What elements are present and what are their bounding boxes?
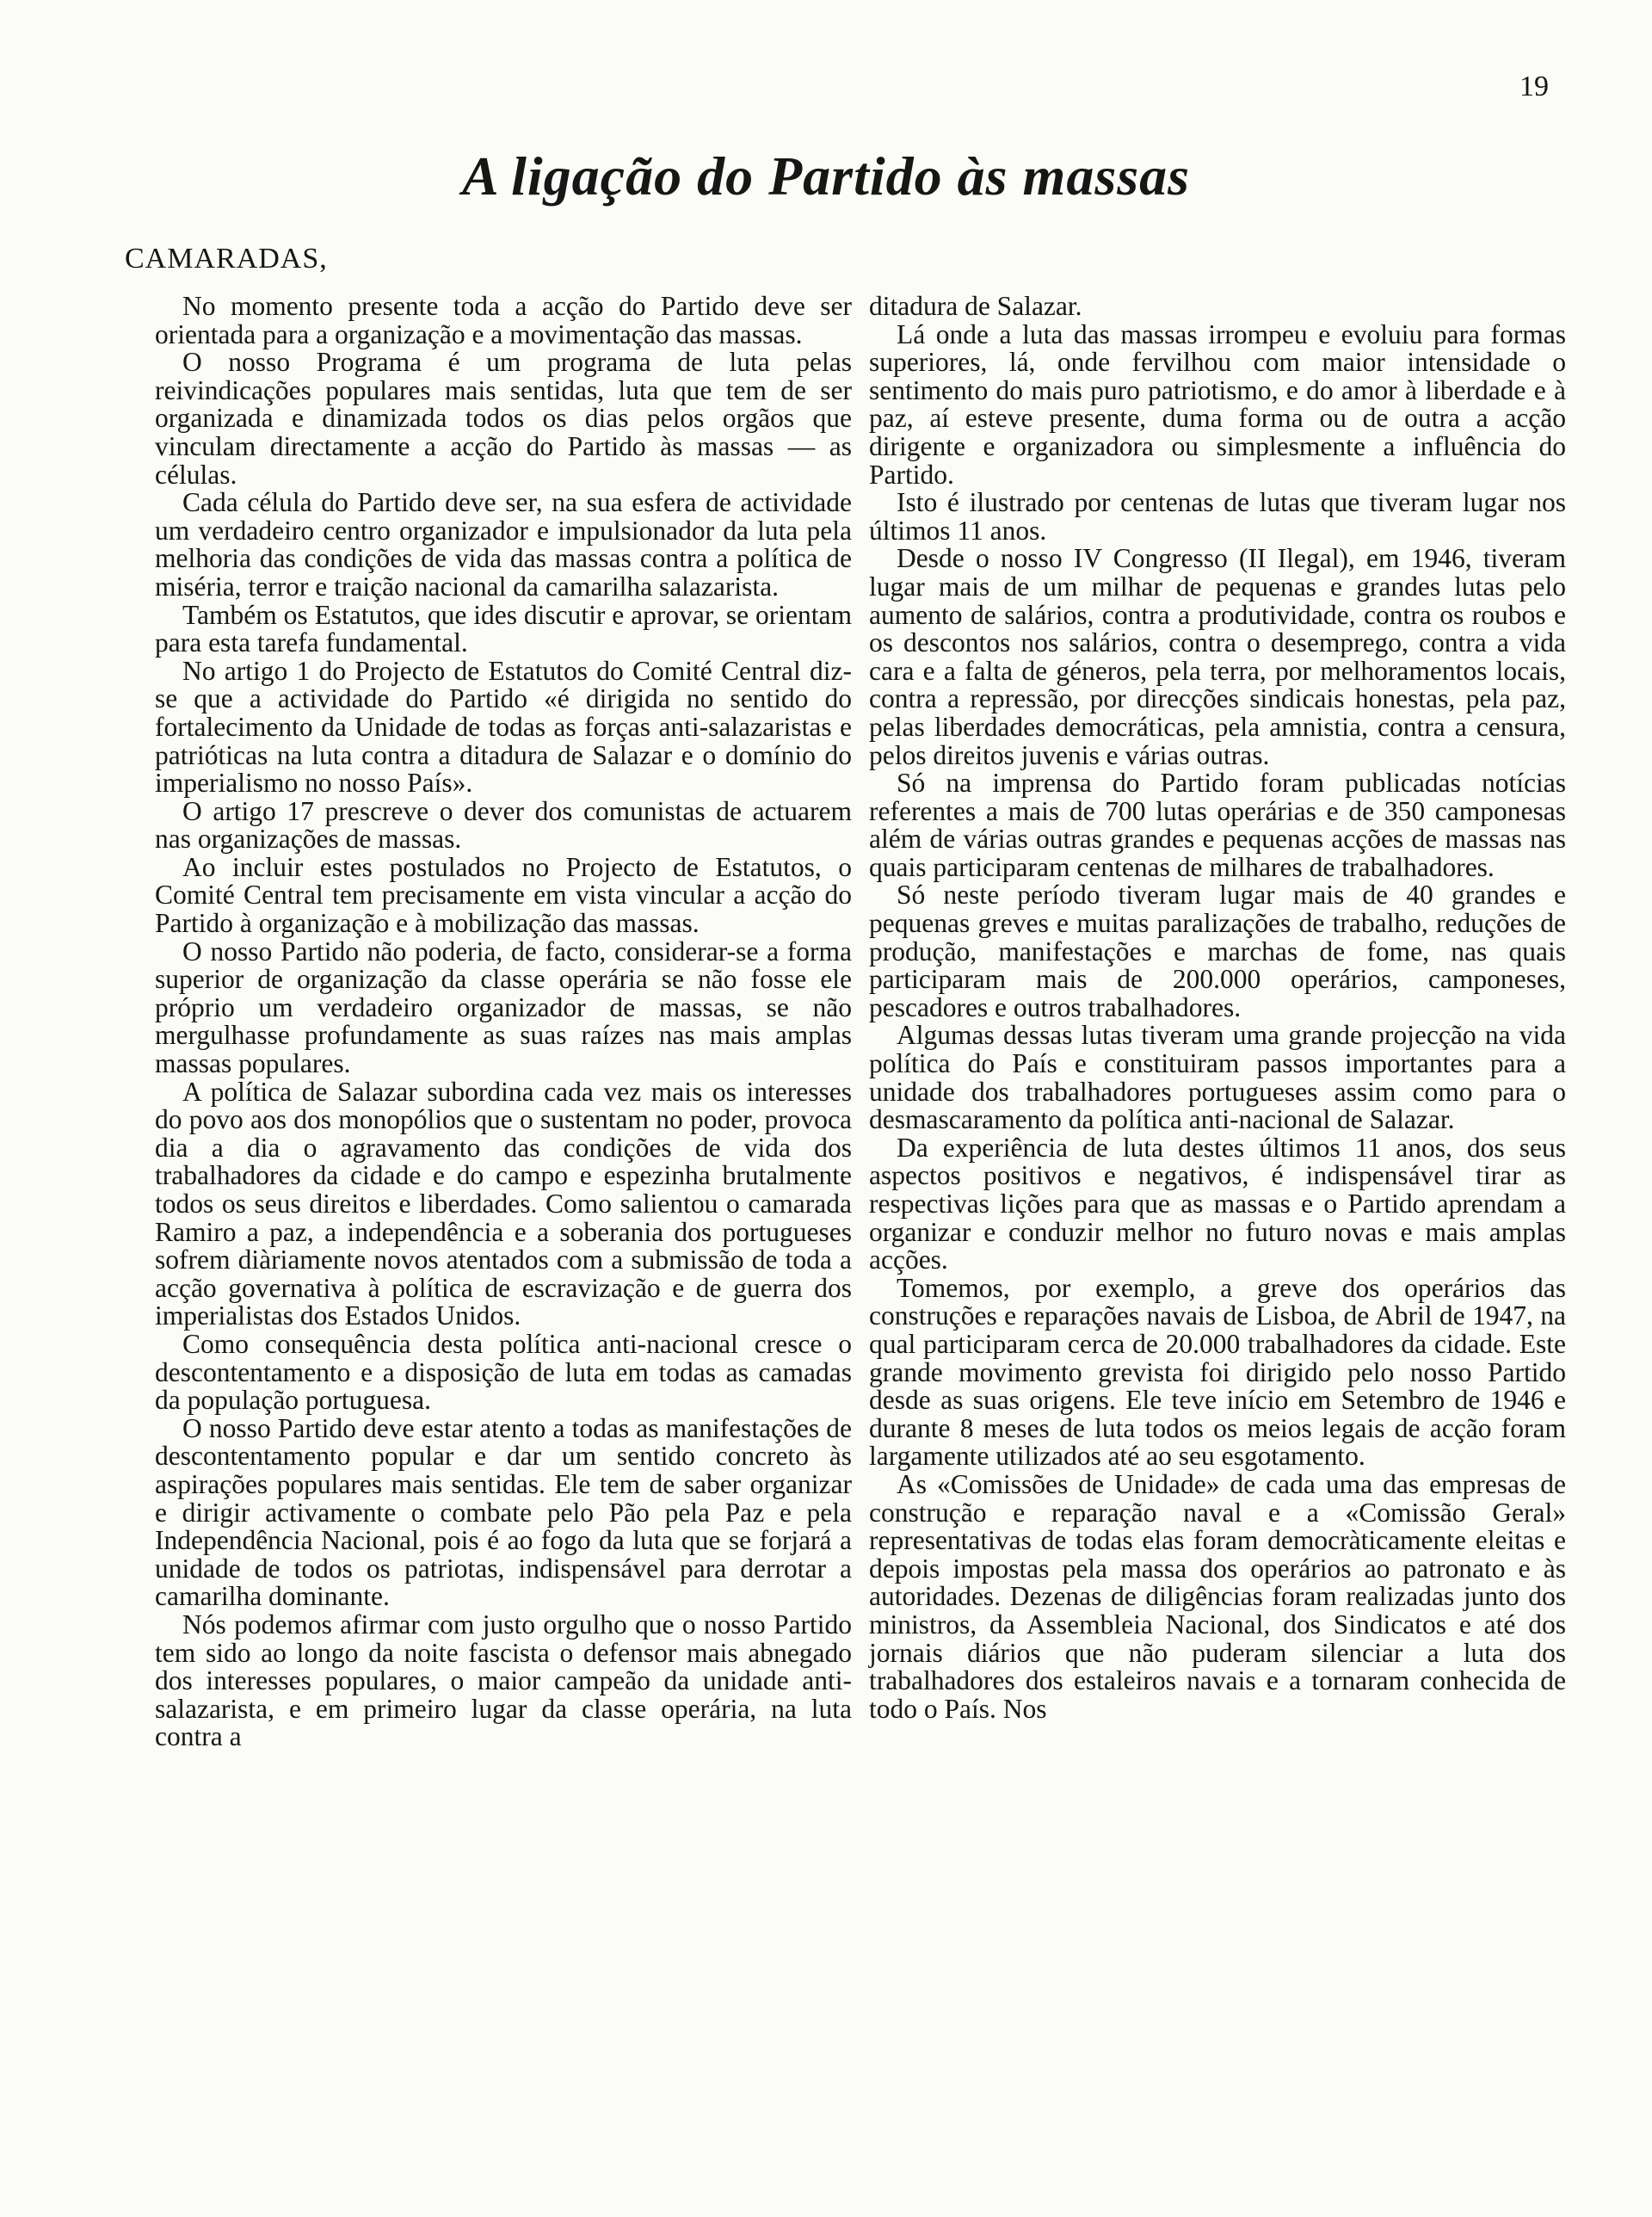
paragraph: O nosso Partido não poderia, de facto, considerar-se a forma superior de organização da classe operária se não fosse ele próprio um verdadeiro organizador de massas, se não mergulhasse profundamente as suas raízes nas mais amplas massas populares. [155, 936, 852, 1079]
right-column [869, 293, 1566, 1723]
paragraph: Algumas dessas lutas tiveram uma grande projecção na vida política do País e constituiram passos importantes para a unidade dos trabalhadores portugueses assim como para o desmascaramento da política anti-nacional de Salazar. [869, 1020, 1566, 1135]
paragraph: O artigo 17 prescreve o dever dos comunistas de actuarem nas organizações de massas. [155, 795, 852, 855]
salutation: CAMARADAS, [125, 243, 328, 275]
paragraph: Como consequência desta política anti-nacional cresce o descontentamento e a disposição de luta em todas as camadas da população portuguesa. [155, 1328, 852, 1416]
paragraph: ditadura de Salazar. [869, 291, 1082, 321]
paragraph: Da experiência de luta destes últimos 11 anos, dos seus aspectos positivos e negativos, é indispensável tirar as respectivas lições para que as massas e o Partido aprendam a organizar e conduzir melhor no futuro novas e mais amplas acções. [869, 1132, 1566, 1275]
paragraph: Cada célula do Partido deve ser, na sua esfera de actividade um verdadeiro centro organizador e impulsionador da luta pela melhoria das condições de vida das massas contra a política de miséria, terror e traição nacional da camarilha salazarista. [155, 487, 852, 602]
paragraph: Só na imprensa do Partido foram publicadas notícias referentes a mais de 700 lutas operárias e de 350 camponesas além de várias outras grandes e pequenas acções de massas nas quais participaram centenas de milhares de trabalhadores. [869, 768, 1566, 882]
left-column [155, 293, 852, 1751]
paragraph: Nós podemos afirmar com justo orgulho que o nosso Partido tem sido ao longo da noite fascista o defensor mais abnegado dos interesses populares, o maior campeão da unidade anti-salazarista, e em primeiro lugar da classe operária, na luta contra a [155, 1609, 852, 1752]
paragraph: Só neste período tiveram lugar mais de 40 grandes e pequenas greves e muitas paralizações de trabalho, reduções de produção, manifestações e marchas de fome, nas quais participaram mais de 200.000 operários, camponeses, pescadores e outros trabalhadores. [869, 880, 1566, 1022]
paragraph: Ao incluir estes postulados no Projecto de Estatutos, o Comité Central tem precisamente em vista vincular a acção do Partido à organização e à mobilização das massas. [155, 851, 852, 939]
paragraph: As «Comissões de Unidade» de cada uma das empresas de construção e reparação naval e a «Comissão Geral» representativas de todas elas foram democràticamente eleitas e depois impostas pela massa dos operários ao patronato e às autoridades. Dezenas de diligências foram realizadas junto dos ministros, da Assembleia Nacional, dos Sindicatos e até dos jornais diários que não puderam silenciar a luta dos trabalhadores dos estaleiros navais e a tornaram conhecida de todo o País. Nos [869, 1468, 1566, 1724]
paragraph: No artigo 1 do Projecto de Estatutos do Comité Central diz-se que a actividade do Partido «é dirigida no sentido do fortalecimento da Unidade de todas as forças anti-salazaristas e patrióticas na luta contra a ditadura de Salazar e o domínio do imperialismo no nosso País». [155, 655, 852, 799]
page-title: A ligação do Partido às massas [461, 145, 1191, 207]
paragraph: O nosso Programa é um programa de luta pelas reivindicações populares mais sentidas, luta que tem de ser organizada e dinamizada todos os dias pelos orgãos que vinculam directamente a acção do Partido às massas — as células. [155, 347, 852, 490]
paragraph: Isto é ilustrado por centenas de lutas que tiveram lugar nos últimos 11 anos. [869, 487, 1566, 546]
paragraph: O nosso Partido deve estar atento a todas as manifestações de descontentamento popular e dar um sentido concreto às aspirações populares mais sentidas. Ele tem de saber organizar e dirigir activamente o combate pelo Pão pela Paz e pela Independência Nacional, pois é ao fogo da luta que se forjará a unidade de todos os patriotas, indispensável para derrotar a camarilha dominante. [155, 1412, 852, 1612]
page-number: 19 [1519, 71, 1549, 102]
paragraph: No momento presente toda a acção do Partido deve ser orientada para a organização e a movimentação das massas. [155, 291, 852, 349]
paragraph: Desde o nosso IV Congresso (II Ilegal), em 1946, tiveram lugar mais de um milhar de pequenas e grandes lutas pelo aumento de salários, contra a produtividade, contra os roubos e os descontos nos salários, contra o desemprego, contra a vida cara e a falta de géneros, pela terra, por melhoramentos locais, contra a repressão, por direcções sindicais honestas, pela paz, pelas liberdades democráticas, pela amnistia, contra a censura, pelos direitos juvenis e várias outras. [869, 543, 1566, 770]
paragraph: Lá onde a luta das massas irrompeu e evoluiu para formas superiores, lá, onde fervilhou com maior intensidade o sentimento do mais puro patriotismo, e do amor à liberdade e à paz, aí esteve presente, duma forma ou de outra a acção dirigente e organizadora ou simplesmente a influência do Partido. [869, 318, 1566, 490]
paragraph: A política de Salazar subordina cada vez mais os interesses do povo aos dos monopólios que o sustentam no poder, provoca dia a dia o agravamento das condições de vida dos trabalhadores da cidade e do campo e espezinha brutalmente todos os seus direitos e liberdades. Como salientou o camarada Ramiro a paz, a independência e a soberania dos portugueses sofrem diàriamente novos atentados com a submissão de toda a acção governativa à política de escravização e de guerra dos imperialistas dos Estados Unidos. [155, 1076, 852, 1331]
paragraph: Tomemos, por exemplo, a greve dos operários das construções e reparações navais de Lisboa, de Abril de 1947, na qual participaram cerca de 20.000 trabalhadores da cidade. Este grande movimento grevista foi dirigido pelo nosso Partido desde as suas origens. Ele teve início em Setembro de 1946 e durante 8 meses de luta todos os meios legais de acção foram largamente utilizados até ao seu esgotamento. [869, 1272, 1566, 1472]
paragraph: Também os Estatutos, que ides discutir e aprovar, se orientam para esta tarefa fundamental. [155, 599, 852, 658]
